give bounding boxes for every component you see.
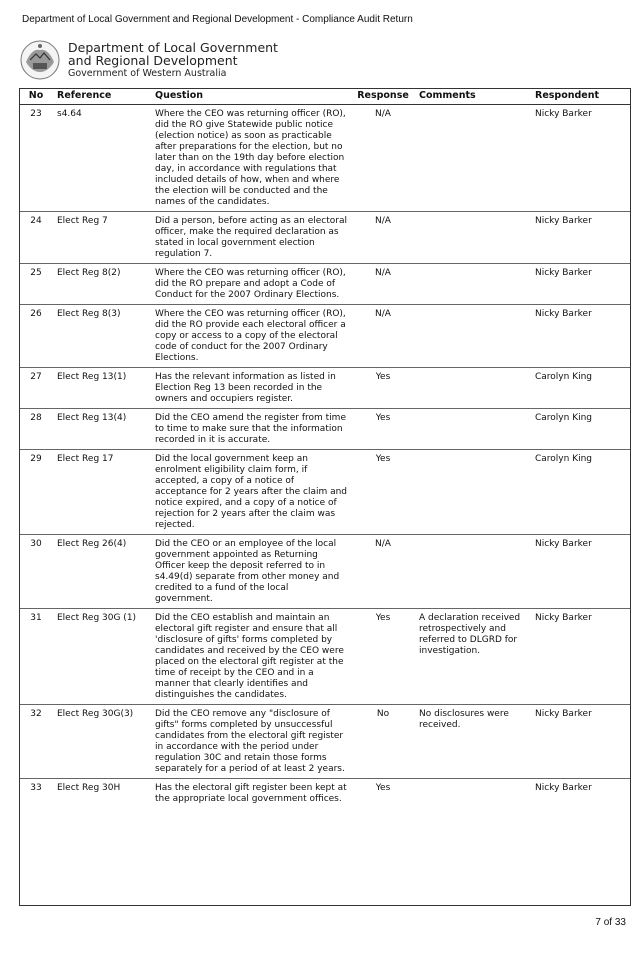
page-number: 7 of 33 — [595, 917, 626, 928]
department-logo — [18, 38, 418, 88]
cell-question: Did the CEO or an employee of the local government appointed as Returning Officer keep the deposit referred to in s4.49(d) separate from other money and credited to a fund of the local government. — [151, 535, 351, 609]
table-row — [19, 212, 631, 264]
cell-respondent: Nicky Barker — [531, 105, 631, 212]
crest-icon — [18, 38, 62, 82]
running-header: Department of Local Government and Regional Development - Compliance Audit Return — [22, 14, 413, 25]
logo-line-3: Government of Western Australia — [68, 68, 227, 79]
table-row — [19, 450, 631, 535]
cell-reference: Elect Reg 13(4) — [53, 409, 151, 450]
cell-comments — [415, 264, 531, 305]
cell-question: Where the CEO was returning officer (RO), did the RO provide each electoral officer a copy or access to a copy of the electoral code of conduct for the 2007 Ordinary Elections. — [151, 305, 351, 368]
cell-comments: No disclosures were received. — [415, 705, 531, 779]
header-comments: Comments — [415, 88, 531, 105]
table-row — [19, 705, 631, 779]
department-name — [68, 41, 278, 67]
table-row — [19, 368, 631, 409]
cell-question: Did the CEO amend the register from time to time to make sure that the information recorded in it is accurate. — [151, 409, 351, 450]
cell-no: 23 — [19, 105, 53, 212]
cell-question: Where the CEO was returning officer (RO), did the RO give Statewide public notice (election notice) as soon as practicable after preparations for the election, but no later than on the 19th day before election day, in accordance with regulations that included details of how, when and where the election will be conducted and the names of the candidates. — [151, 105, 351, 212]
cell-no: 31 — [19, 609, 53, 705]
cell-comments — [415, 779, 531, 809]
cell-respondent: Carolyn King — [531, 409, 631, 450]
cell-no: 27 — [19, 368, 53, 409]
cell-comments — [415, 368, 531, 409]
table-row — [19, 779, 631, 809]
header-no: No — [19, 88, 53, 105]
logo-line-1: Department of Local Government — [68, 40, 278, 55]
cell-comments — [415, 305, 531, 368]
table-row — [19, 409, 631, 450]
cell-response: Yes — [351, 450, 415, 535]
table-header-row — [19, 88, 631, 105]
cell-question: Did the CEO establish and maintain an electoral gift register and ensure that all 'disclosure of gifts' forms completed by candidates and received by the CEO were placed on the electoral gift register at the time of receipt by the CEO and in a manner that clearly identifies and distinguishes the candidates. — [151, 609, 351, 705]
table-row — [19, 535, 631, 609]
cell-respondent: Nicky Barker — [531, 305, 631, 368]
cell-reference: s4.64 — [53, 105, 151, 212]
cell-comments: A declaration received retrospectively and referred to DLGRD for investigation. — [415, 609, 531, 705]
compliance-audit-table — [19, 88, 631, 808]
cell-comments — [415, 535, 531, 609]
header-respondent: Respondent — [531, 88, 631, 105]
cell-no: 26 — [19, 305, 53, 368]
cell-no: 29 — [19, 450, 53, 535]
table-row — [19, 105, 631, 212]
cell-no: 30 — [19, 535, 53, 609]
cell-reference: Elect Reg 13(1) — [53, 368, 151, 409]
cell-respondent: Carolyn King — [531, 368, 631, 409]
cell-reference: Elect Reg 17 — [53, 450, 151, 535]
header-reference: Reference — [53, 88, 151, 105]
logo-line-2: and Regional Development — [68, 53, 238, 68]
cell-response: N/A — [351, 264, 415, 305]
cell-question: Did a person, before acting as an electoral officer, make the required declaration as stated in local government election regulation 7. — [151, 212, 351, 264]
cell-respondent: Nicky Barker — [531, 535, 631, 609]
cell-comments — [415, 450, 531, 535]
table-row — [19, 609, 631, 705]
cell-respondent: Nicky Barker — [531, 212, 631, 264]
cell-response: Yes — [351, 609, 415, 705]
cell-question: Has the electoral gift register been kept at the appropriate local government offices. — [155, 783, 347, 804]
cell-response: N/A — [351, 535, 415, 609]
cell-no: 33 — [30, 783, 42, 793]
cell-comments — [415, 212, 531, 264]
cell-question: Where the CEO was returning officer (RO), did the RO prepare and adopt a Code of Conduct for the 2007 Ordinary Elections. — [151, 264, 351, 305]
cell-no: 24 — [19, 212, 53, 264]
cell-reference: Elect Reg 30G(3) — [53, 705, 151, 779]
cell-response: N/A — [351, 305, 415, 368]
cell-comments — [415, 409, 531, 450]
cell-response: Yes — [375, 783, 391, 793]
cell-response: No — [351, 705, 415, 779]
cell-response: N/A — [351, 105, 415, 212]
cell-question: Did the local government keep an enrolment eligibility claim form, if accepted, a copy of a notice of acceptance for 2 years after the claim and notice expired, and a copy of a notice of rejection for 2 years after the claim was rejected. — [151, 450, 351, 535]
header-response: Response — [351, 88, 415, 105]
cell-response: Yes — [351, 368, 415, 409]
cell-response: Yes — [351, 409, 415, 450]
cell-comments — [415, 105, 531, 212]
cell-respondent: Nicky Barker — [535, 783, 592, 793]
cell-reference: Elect Reg 30H — [57, 783, 121, 793]
cell-no: 28 — [19, 409, 53, 450]
cell-reference: Elect Reg 8(2) — [53, 264, 151, 305]
cell-respondent: Nicky Barker — [531, 264, 631, 305]
cell-response: N/A — [351, 212, 415, 264]
cell-reference: Elect Reg 7 — [53, 212, 151, 264]
cell-reference: Elect Reg 26(4) — [53, 535, 151, 609]
cell-no: 32 — [19, 705, 53, 779]
cell-no: 25 — [19, 264, 53, 305]
cell-reference: Elect Reg 8(3) — [53, 305, 151, 368]
table-row — [19, 264, 631, 305]
header-question: Question — [151, 88, 351, 105]
cell-respondent: Carolyn King — [531, 450, 631, 535]
cell-reference: Elect Reg 30G (1) — [53, 609, 151, 705]
cell-respondent: Nicky Barker — [531, 705, 631, 779]
cell-question: Did the CEO remove any "disclosure of gifts" forms completed by unsuccessful candidates from the electoral gift register in accordance with the period under regulation 30C and retain those forms separately for a period of at least 2 years. — [151, 705, 351, 779]
table-row — [19, 305, 631, 368]
cell-question: Has the relevant information as listed in Election Reg 13 been recorded in the owners and occupiers register. — [151, 368, 351, 409]
cell-respondent: Nicky Barker — [531, 609, 631, 705]
